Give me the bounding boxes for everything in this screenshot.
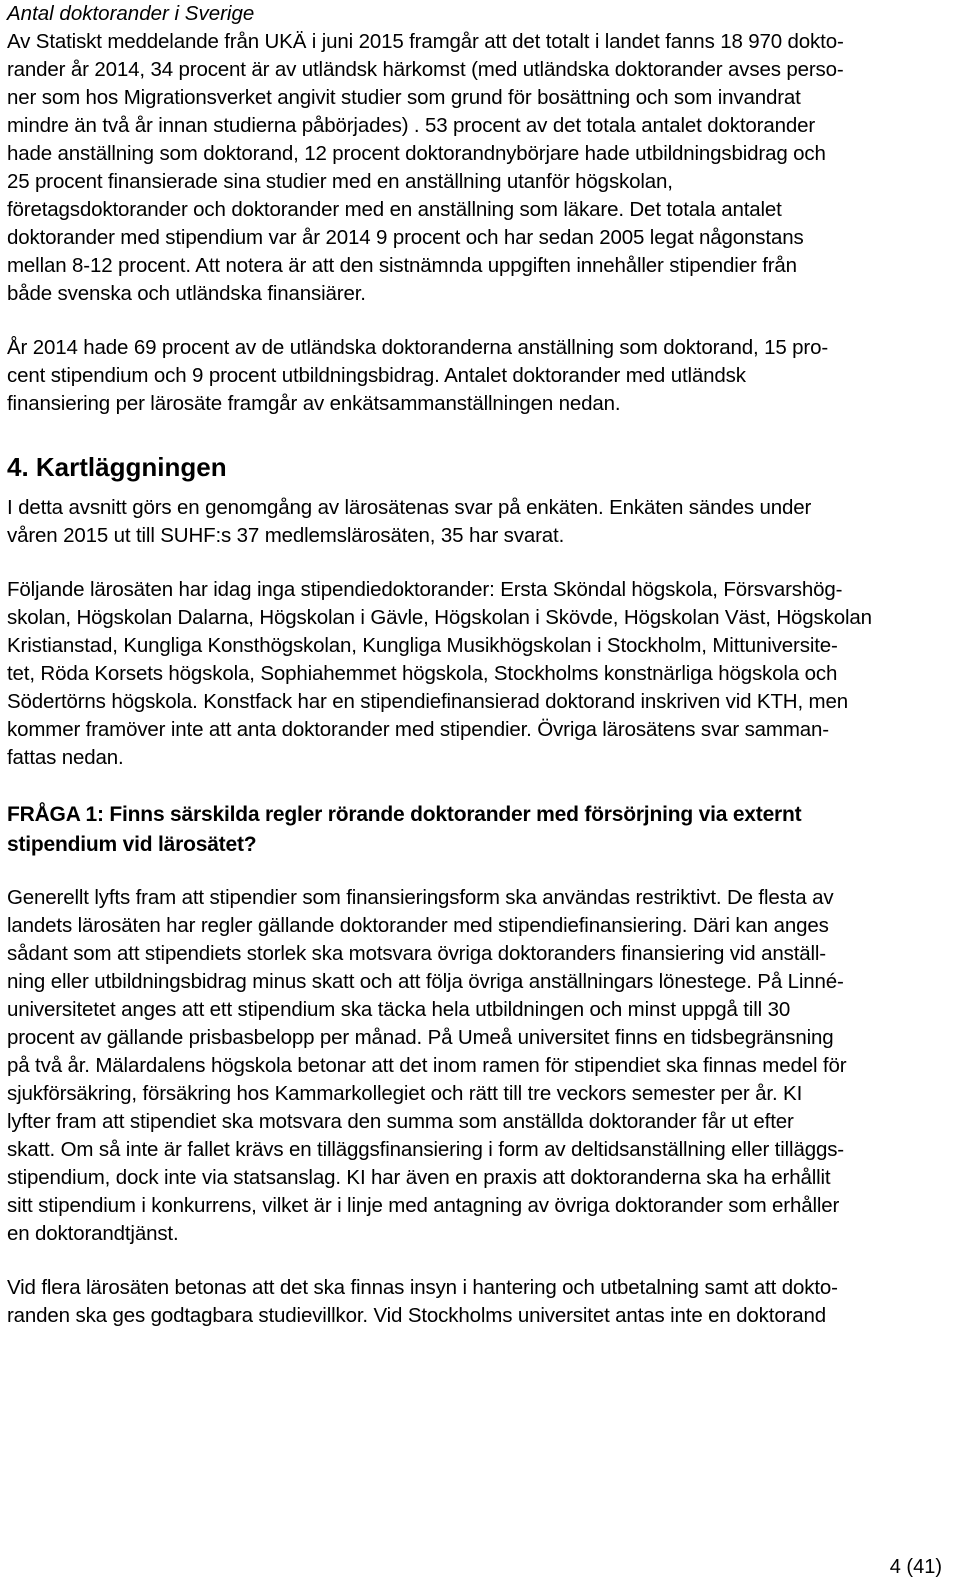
paragraph-regler-stipendier xyxy=(7,884,953,1248)
text-line: sjukförsäkring, försäkring hos Kammarkollegiet och rätt till tre veckors semester per år. KI xyxy=(7,1082,803,1105)
text-line: doktorander med stipendium var år 2014 9 procent och har sedan 2005 legat någonstans xyxy=(7,226,804,249)
text-line: universitetet anges att ett stipendium ska täcka hela utbildningen och minst uppgå till 30 xyxy=(7,998,791,1021)
text-line: ner som hos Migrationsverket angivit studier som grund för bosättning och som invandrat xyxy=(7,86,801,109)
text-line: skolan, Högskolan Dalarna, Högskolan i Gävle, Högskolan i Skövde, Högskolan Väst, Högskolan xyxy=(7,606,872,629)
page-number: 4 (41) xyxy=(889,1556,942,1578)
text-line: stipendium, dock inte via statsanslag. KI har även en praxis att doktoranderna ska ha erhållit xyxy=(7,1166,831,1189)
paragraph-spacer xyxy=(7,1248,953,1274)
paragraph-spacer xyxy=(7,550,953,576)
text-line: År 2014 hade 69 procent av de utländska doktoranderna anställning som doktorand, 15 pro- xyxy=(7,336,829,359)
text-line: både svenska och utländska finansiärer. xyxy=(7,282,366,305)
text-line: randen ska ges godtagbara studievillkor. Vid Stockholms universitet antas inte en doktorand xyxy=(7,1304,827,1327)
text-line: ning eller utbildningsbidrag minus skatt och att följa övriga anställningars lönestege. På Linné- xyxy=(7,970,844,993)
text-line: Följande lärosäten har idag inga stipendiedoktorander: Ersta Sköndal högskola, Försvarshög- xyxy=(7,578,843,601)
text-line: tet, Röda Korsets högskola, Sophiahemmet högskola, Stockholms konstnärliga högskola och xyxy=(7,662,838,685)
paragraph-insyn-studievillkor xyxy=(7,1274,953,1330)
text-line: Södertörns högskola. Konstfack har en stipendiefinansierad doktorand inskriven vid KTH, men xyxy=(7,690,848,713)
text-line: en doktorandtjänst. xyxy=(7,1222,179,1245)
text-line: cent stipendium och 9 procent utbildningsbidrag. Antalet doktorander med utländsk xyxy=(7,364,746,387)
text-line: lyfter fram att stipendiet ska motsvara den summa som anställda doktorander får ut efter xyxy=(7,1110,794,1133)
question-line: FRÅGA 1: Finns särskilda regler rörande doktorander med försörjning via externt xyxy=(7,803,802,826)
paragraph-spacer xyxy=(7,860,953,884)
text-line: mellan 8-12 procent. Att notera är att den sistnämnda uppgiften innehåller stipendier från xyxy=(7,254,797,277)
text-line: Kristianstad, Kungliga Konsthögskolan, Kungliga Musikhögskolan i Stockholm, Mittuniversite- xyxy=(7,634,838,657)
paragraph-doktorander-statistik xyxy=(7,28,953,308)
document-page xyxy=(7,0,953,1330)
text-line: skatt. Om så inte är fallet krävs en tilläggsfinansiering i form av deltidsanställning eller tilläggs- xyxy=(7,1138,844,1161)
section-title: Antal doktorander i Sverige xyxy=(7,2,255,25)
text-line: företagsdoktorander och doktorander med en anställning som läkare. Det totala antalet xyxy=(7,198,782,221)
text-line: Vid flera lärosäten betonas att det ska finnas insyn i hantering och utbetalning samt att dokto- xyxy=(7,1276,838,1299)
text-line: I detta avsnitt görs en genomgång av lärosätenas svar på enkäten. Enkäten sändes under xyxy=(7,496,812,519)
text-line: 25 procent finansierade sina studier med en anställning utanför högskolan, xyxy=(7,170,673,193)
paragraph-utlandska-doktorander xyxy=(7,334,953,418)
text-line: på två år. Mälardalens högskola betonar att det inom ramen för stipendiet ska finnas medel för xyxy=(7,1054,847,1077)
text-line: mindre än två år innan studierna påbörjades) . 53 procent av det totala antalet doktorander xyxy=(7,114,816,137)
text-line: finansiering per lärosäte framgår av enkätsammanställningen nedan. xyxy=(7,392,621,415)
paragraph-enkat-intro xyxy=(7,494,953,550)
text-line: procent av gällande prisbasbelopp per månad. På Umeå universitet finns en tidsbegränsning xyxy=(7,1026,834,1049)
paragraph-spacer xyxy=(7,308,953,334)
text-line: sådant som att stipendiets storlek ska motsvara övriga doktoranders finansiering vid anställ- xyxy=(7,942,826,965)
text-line: sitt stipendium i konkurrens, vilket är i linje med antagning av övriga doktorander som erhåller xyxy=(7,1194,840,1217)
text-line: Generellt lyfts fram att stipendier som finansieringsform ska användas restriktivt. De flesta av xyxy=(7,886,834,909)
text-line: kommer framöver inte att anta doktorander med stipendier. Övriga lärosätens svar samman- xyxy=(7,718,829,741)
question-1-heading xyxy=(7,800,953,860)
text-line: hade anställning som doktorand, 12 procent doktorandnybörjare hade utbildningsbidrag och xyxy=(7,142,826,165)
question-line: stipendium vid lärosätet? xyxy=(7,833,257,856)
paragraph-larosaten-utan-stipendiedoktorander xyxy=(7,576,953,772)
text-line: våren 2015 ut till SUHF:s 37 medlemslärosäten, 35 har svarat. xyxy=(7,524,565,547)
heading-kartlaggningen: 4. Kartläggningen xyxy=(7,452,227,482)
paragraph-spacer xyxy=(7,772,953,800)
text-line: fattas nedan. xyxy=(7,746,124,769)
paragraph-spacer xyxy=(7,418,953,442)
text-line: landets lärosäten har regler gällande doktorander med stipendiefinansiering. Däri kan anges xyxy=(7,914,829,937)
text-line: rander år 2014, 34 procent är av utländsk härkomst (med utländska doktorander avses perso- xyxy=(7,58,844,81)
text-line: Av Statiskt meddelande från UKÄ i juni 2015 framgår att det totalt i landet fanns 18 970 dokto- xyxy=(7,30,844,53)
